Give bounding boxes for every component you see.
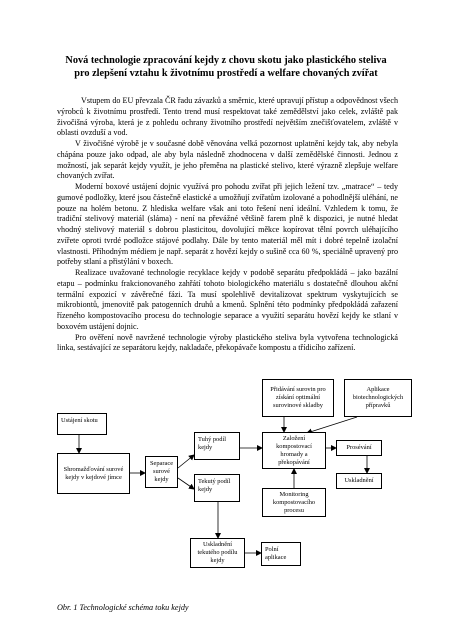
paragraph-5: Pro ověření nově navržené technologie výroby plastického steliva byla vytvořena technologická linka, sestávající ze separátoru kejdy, nakladače, překopávače kompostu a třídicího zařízení. xyxy=(57,332,398,353)
box-uskladneni: Uskladnění xyxy=(336,473,382,489)
box-tuhy-podil: Tuhý podíl kejdy xyxy=(194,432,240,460)
box-monitoring: Monitoring kompostovacího procesu xyxy=(262,488,326,517)
box-tekuty-podil: Tekutý podíl kejdy xyxy=(194,474,240,502)
arrow-separace-tuhy xyxy=(178,455,194,468)
box-shromazdovani-kejdy: Shromažďování surové kejdy v kejdové jímce xyxy=(57,453,130,494)
paragraph-1: Vstupem do EU převzala ČR řadu závazků a směrnic, které upravují přístup a odpovědnost všech výrobců k životnímu prostředí. Tento trend musí respektovat také zemědělství jako celek, zvláště pak živočišná výroba, která je z pohledu ochrany životního prostředí největším znečišťovatelem, zvláště v oblasti ovzduší a vod. xyxy=(57,96,398,138)
paragraph-4: Realizace uvažované technologie recyklace kejdy v podobě separátu předpokládá – jako bazální etapu – podmínku frakcionovaného zahřátí tohoto biologického materiálu s dostatečně dlouhou akční termální expozicí v závěrečné fázi. Ta musí spolehlivě devitalizovat spektrum vyskytujících se mikrobiontů, jmenovitě pak patogenních druhů a kmenů. Splnění této podmínky předpokládá zařazení řízeného kompostovacího procesu do technologie separace a využití separátu hovězí kejdy ke stlaní v boxovém ustájení dojnic. xyxy=(57,268,398,331)
box-zalozeni-kompostovaci-hromady: Založení kompostovací hromady a překopávání xyxy=(262,432,326,469)
box-uskladneni-tekuteho-podilu: Uskladnění tekutého podílu kejdy xyxy=(190,538,245,568)
arrow-aplikace-zalozeni xyxy=(307,417,357,433)
arrow-separace-tekuty xyxy=(178,478,194,489)
document-title xyxy=(40,54,412,80)
flow-diagram xyxy=(0,370,452,600)
box-polni-aplikace: Polní aplikace xyxy=(261,542,301,566)
figure-caption: Obr. 1 Technologické schéma toku kejdy xyxy=(57,603,189,612)
paragraph-3: Moderní boxové ustájení dojnic využívá pro pohodu zvířat při jejich ležení tzv. „matrace“ – tedy gumové podložky, které jsou částečně elastické a umožňují zvířatům izolované a pohodlnější uléhání, ne pouze na holém betonu. Z hlediska welfare však ani toto řešení není ideální. Vzhledem k tomu, že tradiční stelivový materiál (sláma) - není na převážné většině farem plně k dispozici, je nutné hledat vhodný stelivový materiál s dobrou plasticitou, dovolující měkce kopírovat tělní povrch uléhajícího zvířete oproti tvrdé podložce stájové podlahy. Dále by tento materiál měl mít i dobré tepelně izolační vlastnosti. Příhodným médiem je např. separát z hovězí kejdy o sušině cca 60 %, speciálně upravený pro potřeby stlaní a přistýlání v boxech. xyxy=(57,182,398,267)
paragraph-2: V živočišné výrobě je v současné době věnována velká pozornost uplatnění kejdy tak, aby nebyla chápána pouze jako odpad, ale aby byla následně zhodnocena v další zemědělské činnosti. Jednou z možností, jak separát kejdy využít, je jeho přeměna na plastické stelivo, které výrazně zlepšuje welfare chovaných zvířat. xyxy=(57,139,398,181)
box-aplikace-biotechnologickych: Aplikace biotechnologických přípravků xyxy=(344,379,412,417)
box-separace: Separace surové kejdy xyxy=(145,456,178,488)
box-pridavani-surovin: Přidávání surovin pro získání optimální surovinové skladby xyxy=(262,379,334,417)
title-line-2: pro zlepšení vztahu k životnímu prostředí a welfare chovaných zvířat xyxy=(74,68,378,79)
body-text xyxy=(57,96,398,354)
box-proseviani: Prosévání xyxy=(336,440,382,456)
title-line-1: Nová technologie zpracování kejdy z chovu skotu jako plastického steliva xyxy=(65,55,387,66)
box-ustajeni-skotu: Ustájení skotu xyxy=(57,413,107,435)
